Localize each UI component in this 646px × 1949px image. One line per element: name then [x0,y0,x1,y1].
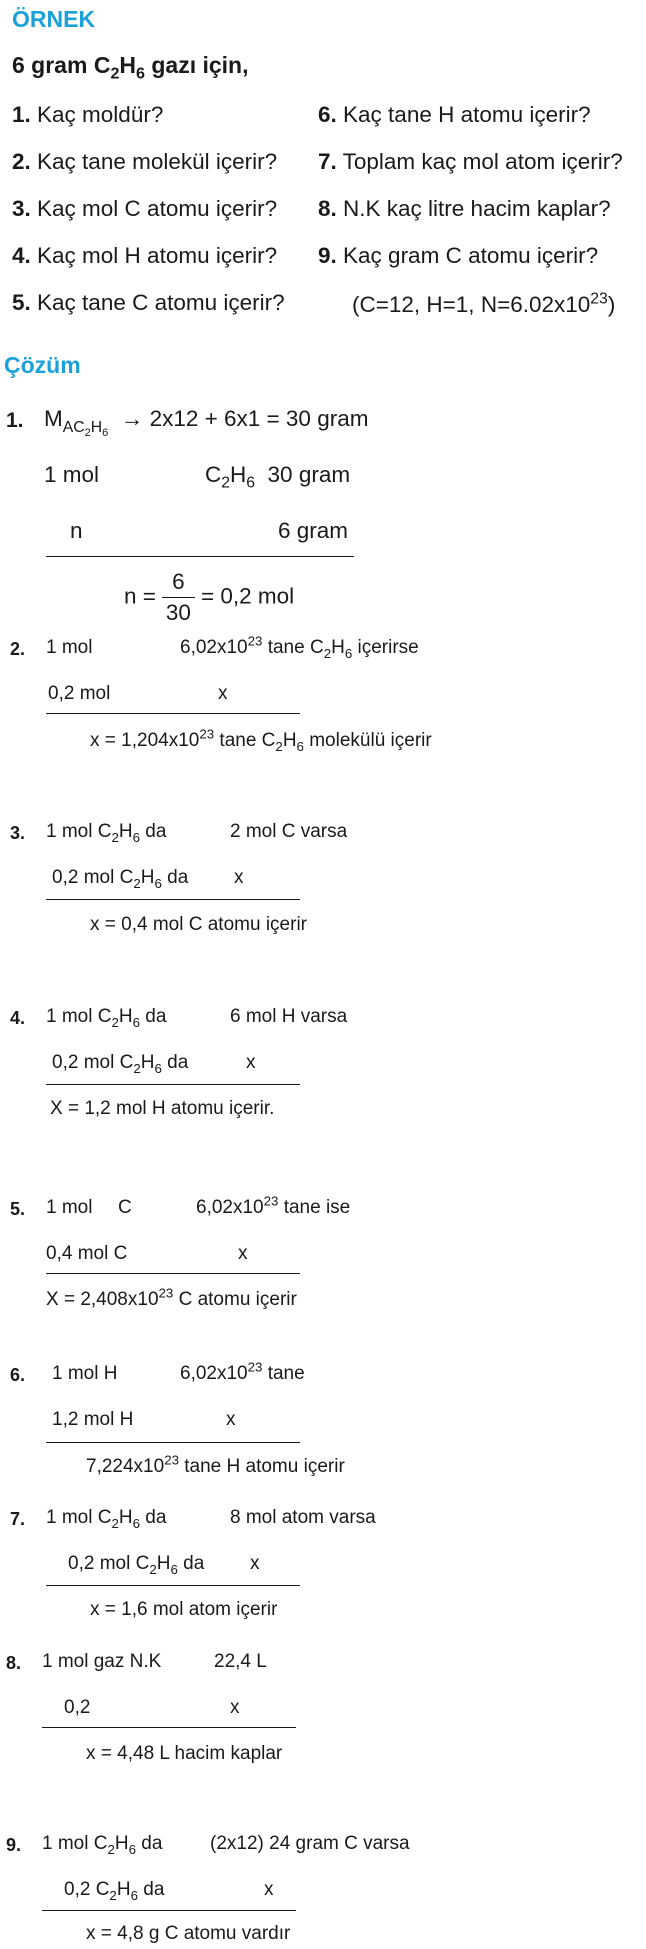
s2-divider [46,713,300,714]
s7-line1-right: 8 mol atom varsa [230,1507,376,1528]
s1-line1-right: $C_2H_6$ 30 gram [205,462,351,492]
solution-title: Çözüm [4,352,81,378]
s4-line1-left: 1 mol $C_2H_6$ da [46,1006,167,1030]
s7-result: x = 1,6 mol atom içerir [90,1599,278,1620]
s4-line1-right: 6 mol H varsa [230,1006,348,1027]
s8-line2-right: x [230,1697,240,1718]
s9-line1-left: 1 mol $C_2H_6$ da [42,1833,163,1857]
s8-line1-right: 22,4 L [214,1651,267,1672]
solution-3-number: 3. [10,823,26,843]
s6-line2-left: 1,2 mol H [52,1409,134,1430]
question-6: 6. Kaç tane H atomu içerir? [318,102,591,127]
s2-line1-left: 1 mol [46,637,93,658]
s3-result: x = 0,4 mol C atomu içerir [90,914,307,935]
s5-result: $X = 2,408x10^{23}$ C atomu içerir [46,1285,297,1310]
s4-divider [46,1084,300,1085]
s6-line2-right: x [226,1409,236,1430]
solution-4-number: 4. [10,1008,26,1028]
s8-line2-left: 0,2 [64,1697,91,1718]
example-title: ÖRNEK [12,6,96,32]
s1-line1-left: 1 mol [44,462,100,487]
question-2: 2. Kaç tane molekül içerir? [12,149,278,174]
s9-result: x = 4,8 g C atomu vardır [86,1923,291,1944]
s6-result: $7,224x10^{23}$ tane H atomu içerir [86,1452,345,1477]
s7-line1-left: 1 mol $C_2H_6$ da [46,1507,167,1531]
s7-line2-right: x [250,1553,260,1574]
s8-line1-left: 1 mol gaz N.K [42,1651,162,1672]
s9-divider [42,1910,296,1911]
s6-line1-right: $6,02x10^{23}$ tane [180,1359,305,1384]
s9-line2-right: x [264,1879,274,1900]
s1-line2-left: n [70,518,83,543]
s9-line1-right: (2x12) 24 gram C varsa [210,1833,410,1854]
molar-mass-line: $M_{AC_2H_6} \to 2x12 + 6x1 = 30$ gram [44,406,369,439]
s3-line1-right: 2 mol C varsa [230,821,348,842]
question-9: 9. Kaç gram C atomu içerir? [318,243,599,268]
constants: (C=12, H=1, $N=6.02x10^{23}$) [352,290,616,317]
s1-line2-right: 6 gram [278,518,349,543]
s3-line2-left: 0,2 mol $C_2H_6$ da [52,867,189,891]
s3-divider [46,899,300,900]
s7-line2-left: 0,2 mol $C_2H_6$ da [68,1553,205,1577]
s2-result: $x = 1,204x10^{23}$ tane $C_2H_6$ molekülü içerir [90,726,432,754]
solution-5-number: 5. [10,1199,26,1219]
question-3: 3. Kaç mol C atomu içerir? [12,196,278,221]
problem-statement: 6 gram $C_2H_6$ gazı için, [12,52,249,83]
s2-line2-left: 0,2 mol [48,683,111,704]
s5-line1-left: 1 mol [46,1197,93,1218]
s5-line2-right: x [238,1243,248,1264]
solution-6-number: 6. [10,1365,26,1385]
solution-1-number: 1. [6,409,24,432]
s9-line2-left: 0,2 $C_2H_6$ da [64,1879,165,1903]
fraction: $\frac{6}{30}$ [162,569,195,626]
s5-line2-left: 0,4 mol C [46,1243,128,1264]
question-4: 4. Kaç mol H atomu içerir? [12,243,278,268]
solution-7-number: 7. [10,1509,26,1529]
s4-line2-left: 0,2 mol $C_2H_6$ da [52,1052,189,1076]
solution-2-number: 2. [10,639,26,659]
question-8: 8. N.K kaç litre hacim kaplar? [318,196,611,221]
s2-line1-right: $6,02x10^{23}$ tane $C_2H_6$ içerirse [180,633,419,661]
s5-divider [46,1273,300,1274]
s1-result: n = $\frac{6}{30}$ = 0,2 mol [124,569,295,625]
question-1: 1. Kaç moldür? [12,102,164,127]
s1-divider [46,556,354,557]
s6-divider [46,1442,300,1443]
s5-line1-element: C [118,1197,132,1218]
s8-result: x = 4,48 L hacim kaplar [86,1743,283,1764]
s7-divider [46,1585,300,1586]
s3-line2-right: x [234,867,244,888]
s4-line2-right: x [246,1052,256,1073]
s4-result: X = 1,2 mol H atomu içerir. [50,1098,275,1119]
s2-line2-right: x [218,683,228,704]
question-5: 5. Kaç tane C atomu içerir? [12,290,285,315]
s5-line1-right: $6,02x10^{23}$ tane ise [196,1193,351,1218]
solution-9-number: 9. [6,1835,22,1855]
s6-line1-left: 1 mol H [52,1363,118,1384]
s8-divider [42,1727,296,1728]
solution-8-number: 8. [6,1653,22,1673]
s3-line1-left: 1 mol $C_2H_6$ da [46,821,167,845]
question-7: 7. Toplam kaç mol atom içerir? [318,149,623,174]
